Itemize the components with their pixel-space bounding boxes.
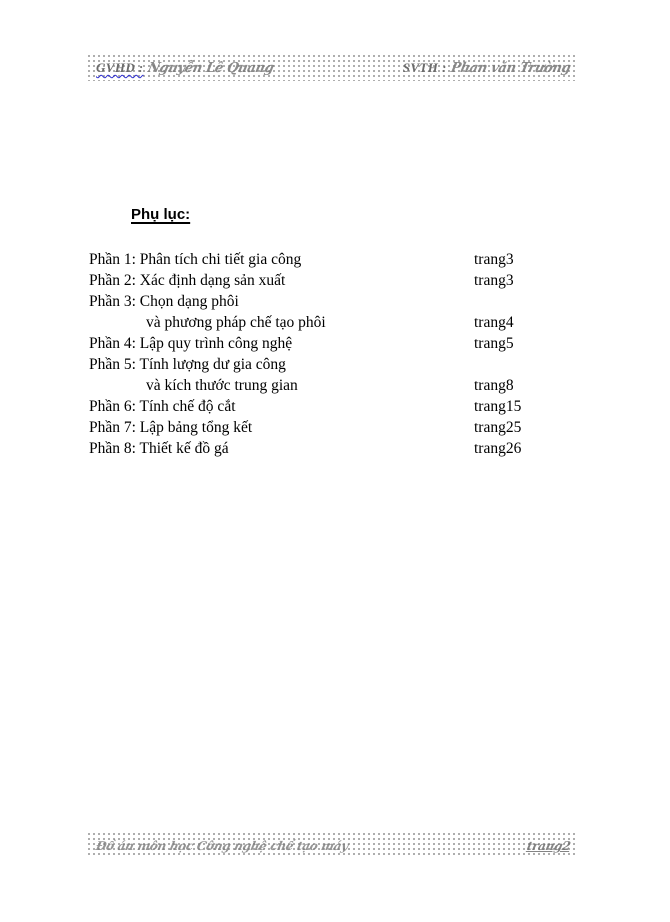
toc-entry-page: trang25: [474, 419, 522, 436]
toc-entry: [89, 291, 559, 312]
header-student-name: Phan văn Trường: [448, 60, 572, 77]
toc-entry-label: Phần 2: Xác định dạng sản xuất: [89, 272, 286, 289]
toc-entry: [89, 417, 559, 438]
toc-entry-page: trang26: [474, 440, 522, 457]
toc-entry-label: Phần 6: Tính chế độ cắt: [89, 398, 236, 415]
header-content: [88, 55, 578, 81]
toc-entry: [89, 396, 559, 417]
toc-entry-label: Phần 3: Chọn dạng phôi: [89, 293, 239, 310]
toc-entry-label: Phần 5: Tính lượng dư gia công: [89, 356, 286, 373]
header-advisor-name: Nguyễn Lê Quang: [145, 60, 275, 77]
toc-entry-page: trang3: [474, 272, 514, 289]
page-footer: [88, 833, 578, 858]
toc-entry: [89, 438, 559, 459]
footer-content: [88, 833, 578, 858]
toc-entry: [89, 354, 559, 375]
footer-page-number: trang2: [525, 838, 572, 853]
toc-entry-label: và kích thước trung gian: [146, 377, 298, 394]
toc-entry: [89, 333, 559, 354]
toc-entry: [89, 375, 559, 396]
toc-entry: [89, 312, 559, 333]
toc-entry-label: Phần 8: Thiết kế đồ gá: [89, 440, 229, 457]
toc-entry-label: Phần 4: Lập quy trình công nghệ: [89, 335, 293, 352]
toc-entry-label: và phương pháp chế tạo phôi: [146, 314, 326, 331]
toc-entry-page: trang3: [474, 251, 514, 268]
header-student-label: SVTH :: [402, 60, 447, 75]
toc-entry-label: Phần 7: Lập bảng tổng kết: [89, 419, 253, 436]
toc-entry: [89, 249, 559, 270]
toc-entry-label: Phần 1: Phân tích chi tiết gia công: [89, 251, 302, 268]
toc-entry-page: trang4: [474, 314, 514, 331]
toc-entry-page: trang15: [474, 398, 522, 415]
header-advisor-label: GVHD :: [96, 60, 144, 75]
table-of-contents: [89, 249, 559, 459]
toc-entry: [89, 270, 559, 291]
header-advisor-group: [96, 60, 273, 76]
page-header: [88, 55, 578, 81]
toc-entry-page: trang8: [474, 377, 514, 394]
header-student-group: [403, 60, 570, 76]
footer-course-title: Đồ án môn học Công nghệ chế tạo máy: [94, 838, 350, 853]
toc-entry-page: trang5: [474, 335, 514, 352]
page-title: Phụ lục:: [131, 206, 191, 223]
